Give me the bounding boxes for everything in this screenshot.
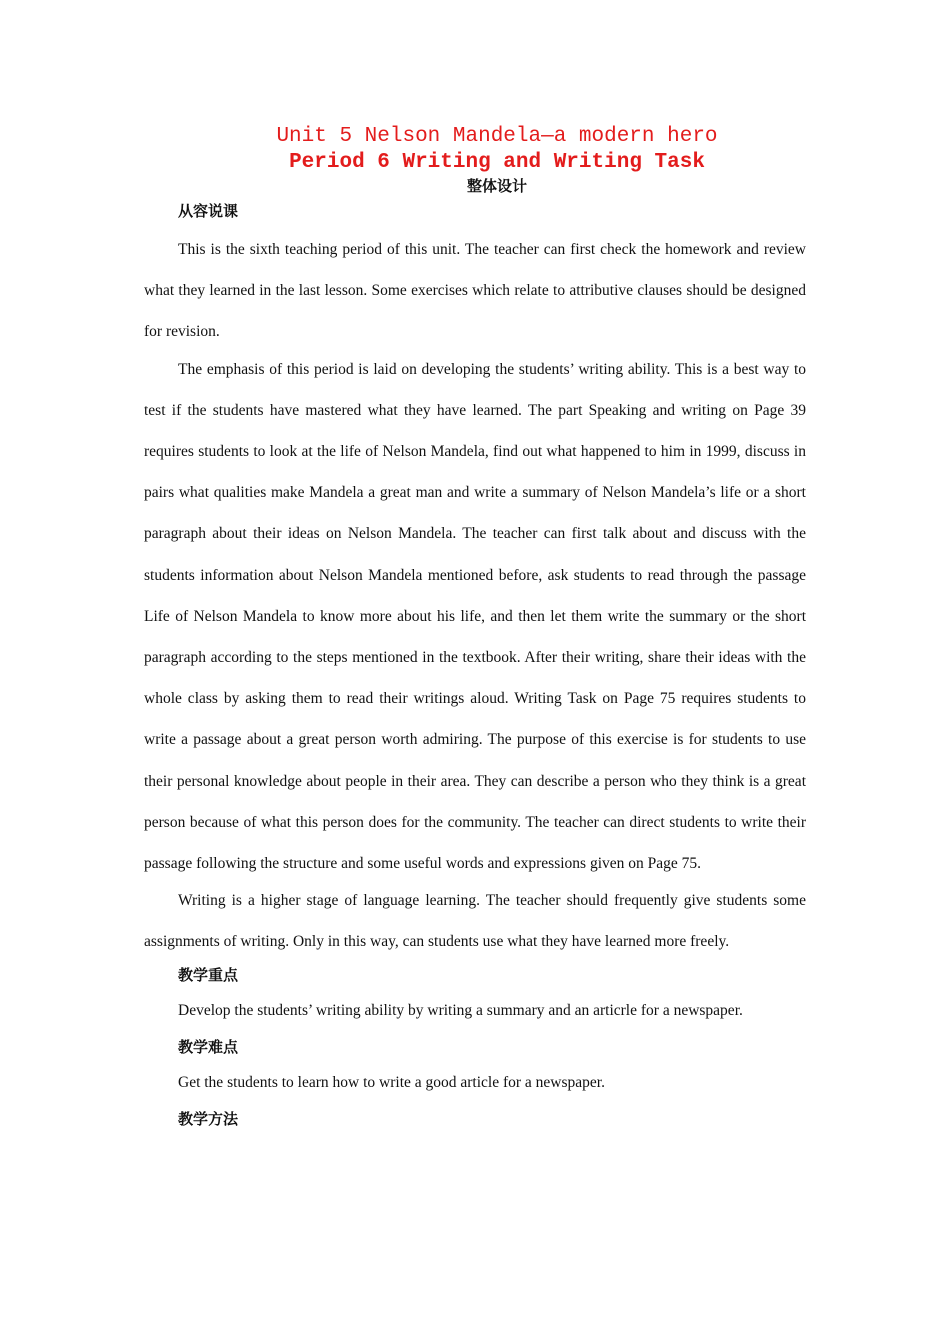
period-title: Period 6 Writing and Writing Task (289, 151, 705, 174)
title-block (144, 124, 850, 197)
overall-design-heading: 整体设计 (466, 177, 527, 195)
intro-heading: 从容说课 (178, 202, 239, 220)
document-body (144, 198, 806, 1132)
unit-title: Unit 5 Nelson Mandela—a modern hero (276, 125, 718, 148)
teaching-focus-heading: 教学重点 (178, 965, 239, 984)
teaching-focus-text: Develop the students’ writing ability by writing a summary and an articrle for a newspaper. (178, 1001, 743, 1019)
paragraph-2: The emphasis of this period is laid on developing the students’ writing ability. This is a best way to test if the students have mastered what they have learned. The part Speaking and writing on Page 39 requires students to look at the life of Nelson Mandela, find out what happened to him in 1999, discuss in pairs what qualities make Mandela a great man and write a summary of Nelson Mandela’s life or a short paragraph about their ideas on Nelson Mandela. The teacher can first talk about and discuss with the students information about Nelson Mandela mentioned before, ask students to read through the passage Life of Nelson Mandela to know more about his life, and then let them write the summary or the short paragraph according to the steps mentioned in the textbook. After their writing, share their ideas with the whole class by asking them to read their writings aloud. Writing Task on Page 75 requires students to write a passage about a great person worth admiring. The purpose of this exercise is for students to use their personal knowledge about people in their area. They can describe a person who they think is a great person because of what this person does for the community. The teacher can direct students to write their passage following the structure and some useful words and expressions given on Page 75. (144, 360, 806, 873)
teaching-difficulty-heading: 教学难点 (178, 1037, 239, 1056)
paragraph-1: This is the sixth teaching period of this unit. The teacher can first check the homework and review what they learned in the last lesson. Some exercises which relate to attributive clauses should be designed for revision. (144, 241, 806, 341)
paragraph-3: Writing is a higher stage of language learning. The teacher should frequently give students some assignments of writing. Only in this way, can students use what they have learned more freely. (144, 892, 806, 951)
teaching-difficulty-text: Get the students to learn how to write a good article for a newspaper. (178, 1073, 605, 1091)
teaching-method-heading: 教学方法 (178, 1109, 239, 1128)
